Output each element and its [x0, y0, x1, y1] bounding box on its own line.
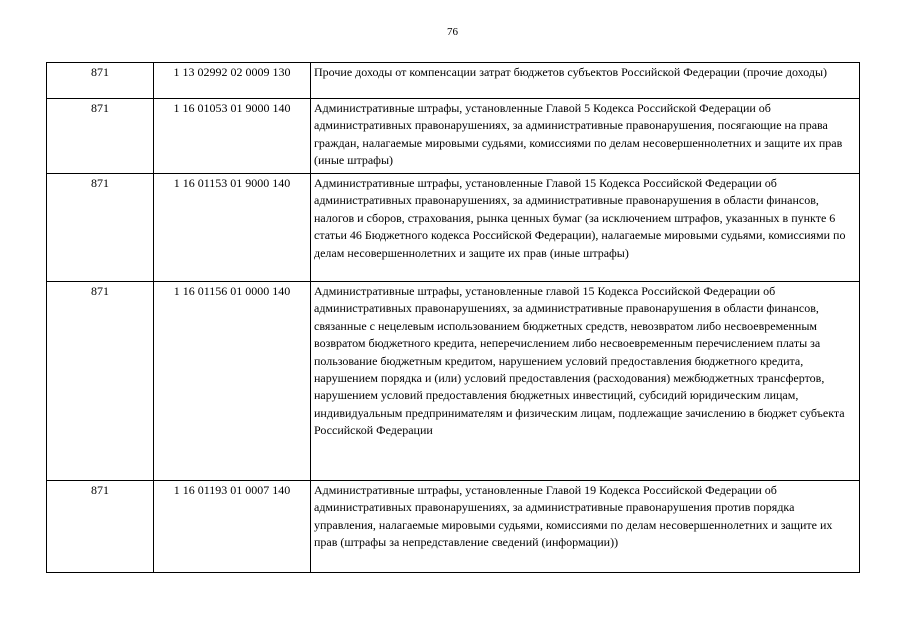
- budget-classification-table: [46, 62, 860, 573]
- table-row: [47, 174, 860, 282]
- revenue-name-cell: Административные штрафы, установленные Главой 19 Кодекса Российской Федерации об административных правонарушениях, за административные правонарушения против порядка управления, налагаемые мировыми судьями, комиссиями по делам несовершеннолетних и защите их прав (штрафы за непредставление сведений (информации)): [311, 481, 860, 573]
- admin-code-cell: 871: [47, 99, 154, 174]
- table-row: [47, 63, 860, 99]
- page-number: 76: [447, 26, 458, 38]
- admin-code-cell: 871: [47, 63, 154, 99]
- budget-code-cell: 1 16 01193 01 0007 140: [154, 481, 311, 573]
- budget-code-cell: 1 16 01153 01 9000 140: [154, 174, 311, 282]
- budget-code-cell: 1 16 01156 01 0000 140: [154, 282, 311, 481]
- table-row: [47, 282, 860, 481]
- table-row: [47, 99, 860, 174]
- revenue-name-cell: Прочие доходы от компенсации затрат бюджетов субъектов Российской Федерации (прочие доходы): [311, 63, 860, 99]
- revenue-name-cell: Административные штрафы, установленные Главой 15 Кодекса Российской Федерации об административных правонарушениях, за административные правонарушения в области финансов, налогов и сборов, страхования, рынка ценных бумаг (за исключением штрафов, указанных в пункте 6 статьи 46 Бюджетного кодекса Российской Федерации), налагаемые мировыми судьями, комиссиями по делам несовершеннолетних и защите их прав (иные штрафы): [311, 174, 860, 282]
- admin-code-cell: 871: [47, 282, 154, 481]
- admin-code-cell: 871: [47, 481, 154, 573]
- revenue-name-cell: Административные штрафы, установленные главой 15 Кодекса Российской Федерации об административных правонарушениях, за административные правонарушения в области финансов, связанные с нецелевым использованием бюджетных средств, невозвратом либо несвоевременным возвратом бюджетного кредита, неперечислением либо несвоевременным перечислением платы за пользование бюджетным кредитом, нарушением условий предоставления бюджетного кредита, нарушением порядка и (или) условий предоставления (расходования) межбюджетных трансфертов, нарушением условий предоставления бюджетных инвестиций, субсидий юридическим лицам, индивидуальным предпринимателям и физическим лицам, подлежащие зачислению в бюджет субъекта Российской Федерации: [311, 282, 860, 481]
- admin-code-cell: 871: [47, 174, 154, 282]
- table-row: [47, 481, 860, 573]
- revenue-name-cell: Административные штрафы, установленные Главой 5 Кодекса Российской Федерации об административных правонарушениях, за административные правонарушения, посягающие на права граждан, налагаемые мировыми судьями, комиссиями по делам несовершеннолетних и защите их прав (иные штрафы): [311, 99, 860, 174]
- budget-code-cell: 1 13 02992 02 0009 130: [154, 63, 311, 99]
- budget-code-cell: 1 16 01053 01 9000 140: [154, 99, 311, 174]
